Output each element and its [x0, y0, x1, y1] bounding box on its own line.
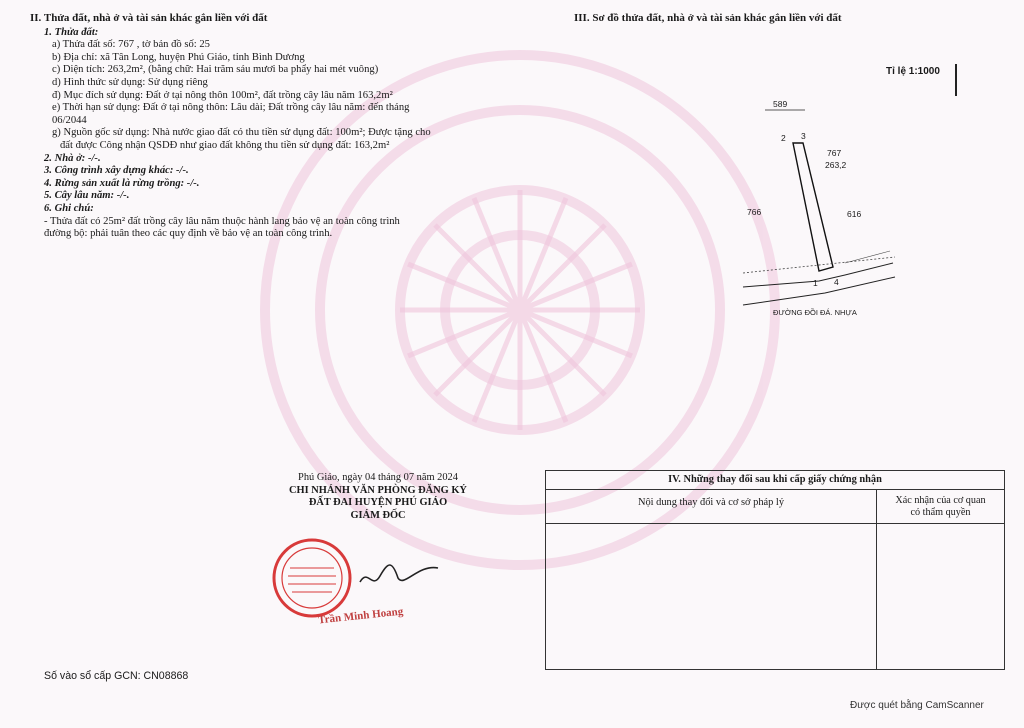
col-change-content: Nội dung thay đổi và cơ sở pháp lý: [637, 497, 785, 508]
parcel-address: b) Địa chỉ: xã Tân Long, huyện Phú Giáo, tỉnh Bình Dương: [52, 51, 305, 63]
note-line-1: - Thửa đất có 25m² đất trồng cây lâu năm thuộc hành lang bảo vệ an toàn công trình: [44, 215, 400, 227]
land-info-section: [30, 12, 530, 241]
parcel-area: c) Diện tích: 263,2m², (bằng chữ: Hai trăm sáu mươi ba phẩy hai mét vuông): [52, 64, 379, 76]
usage-purpose: đ) Mục đích sử dụng: Đất ở tại nông thôn 100m², đất trồng cây lâu năm 163,2m²: [52, 89, 393, 101]
scale-bar: [955, 64, 957, 96]
map-label-area: 263,2: [825, 160, 847, 170]
map-point-4: 4: [834, 277, 839, 287]
road-name: ĐƯỜNG ĐỒI ĐÁ. NHỰA: [773, 308, 857, 317]
section-2-title: II. Thửa đất, nhà ở và tài sản khác gắn liền với đất: [30, 12, 268, 24]
map-label-767: 767: [827, 148, 842, 158]
issuing-org-2: ĐẤT ĐAI HUYỆN PHÚ GIÁO: [308, 497, 448, 508]
usage-form: d) Hình thức sử dụng: Sử dụng riêng: [52, 76, 208, 88]
map-label-589: 589: [773, 99, 788, 109]
forest-line: 4. Rừng sản xuất là rừng trồng: -/-.: [44, 177, 200, 189]
col-authority-line-2: có thẩm quyền: [910, 507, 971, 518]
scanner-footer: Được quét bằng CamScanner: [850, 700, 984, 711]
issuing-org-1: CHI NHÁNH VĂN PHÒNG ĐĂNG KÝ: [289, 484, 467, 496]
construction-line: 3. Công trình xây dựng khác: -/-.: [44, 165, 189, 177]
map-label-616: 616: [847, 209, 862, 219]
parcel-number: a) Thửa đất số: 767 , tờ bản đồ số: 25: [52, 39, 210, 51]
signer-role: GIÁM ĐỐC: [350, 509, 406, 521]
usage-term: e) Thời hạn sử dụng: Đất ở tại nông thôn: Lâu dài; Đất trồng cây lâu năm: đến tháng: [52, 102, 410, 114]
col-authority-line-1: Xác nhận của cơ quan: [895, 495, 986, 506]
map-point-1: 1: [813, 278, 818, 288]
parcel-map: [735, 95, 905, 325]
map-point-2: 2: [781, 133, 786, 143]
note-line-2: đường bộ: phải tuân theo các quy định về bảo vệ an toàn công trình.: [44, 228, 333, 240]
map-point-3: 3: [801, 131, 806, 141]
notes-heading: 6. Ghi chú:: [44, 202, 94, 214]
house-line: 2. Nhà ở: -/-.: [44, 152, 101, 164]
section-3-title: III. Sơ đồ thửa đất, nhà ở và tài sản khác gắn liền với đất: [574, 12, 842, 24]
usage-term-cont: 06/2044: [52, 114, 87, 126]
handwritten-signature: [360, 565, 438, 582]
map-label-766: 766: [747, 207, 762, 217]
gcn-register-number: Số vào sổ cấp GCN: CN08868: [44, 670, 189, 682]
official-stamp: [268, 538, 448, 618]
signer-name: Trần Minh Hoang: [317, 605, 404, 627]
usage-origin-cont: đất được Công nhận QSDĐ như giao đất không thu tiền sử dụng đất: 163,2m²: [60, 139, 390, 151]
usage-origin: g) Nguồn gốc sử dụng: Nhà nước giao đất có thu tiền sử dụng đất: 100m²; Được tặng cho: [52, 127, 431, 139]
map-scale: Tỉ lệ 1:1000: [886, 66, 940, 77]
table-divider-horizontal: [546, 523, 1004, 524]
place-date: Phú Giáo, ngày 04 tháng 07 năm 2024: [298, 472, 458, 483]
setback-line: [845, 251, 890, 263]
parcel-heading: 1. Thửa đất:: [44, 26, 99, 38]
trees-line: 5. Cây lâu năm: -/-.: [44, 190, 130, 202]
changes-table: [545, 470, 1005, 670]
section-4-title: IV. Những thay đổi sau khi cấp giấy chứng nhận: [546, 471, 1004, 490]
col-authority-confirmation: [877, 495, 1004, 519]
signature-block: [248, 472, 508, 522]
